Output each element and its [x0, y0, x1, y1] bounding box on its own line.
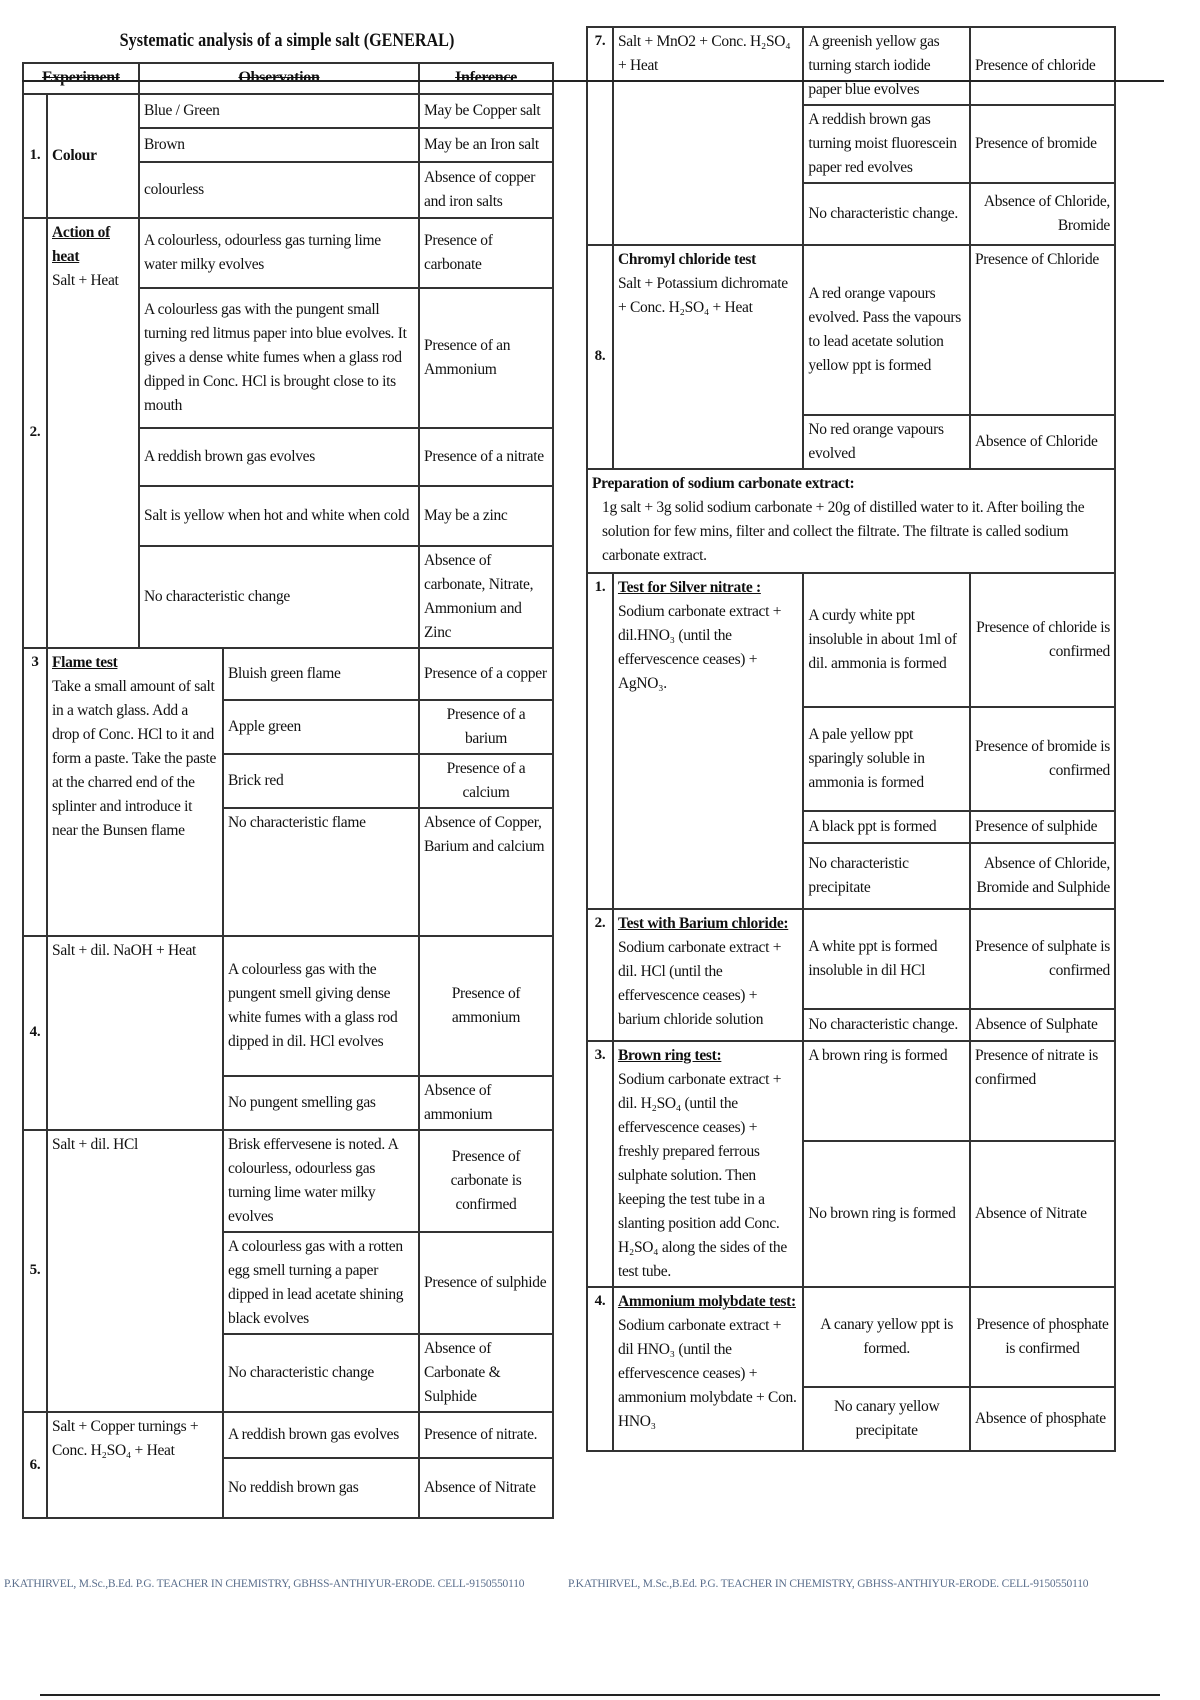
step-number: 2.: [23, 218, 47, 648]
observation-cell: No characteristic change.: [803, 183, 970, 245]
inference-cell: Absence of ammonium: [419, 1076, 553, 1130]
observation-cell: No canary yellow precipitate: [803, 1387, 970, 1451]
experiment-text: Sodium carbonate extract + dil. HCl (until the effervescence ceases) + barium chloride solution: [617, 939, 782, 1029]
step-number: 7.: [587, 27, 613, 245]
inference-cell: Presence of sulphide: [419, 1232, 553, 1334]
experiment-cell: [613, 245, 803, 469]
table-row: [587, 909, 1115, 1009]
experiment-cell: [613, 1041, 803, 1287]
experiment-text: Sodium carbonate extract + dil. H₂SO₄ (until the effervescence ceases) + freshly prepared ferrous sulphate solution. Then keeping the test tube in a slanting position add Conc. H₂SO₄ along the sides of the test tube.: [617, 1071, 787, 1281]
table-header-row: [23, 63, 553, 94]
step-number: 1.: [23, 94, 47, 218]
table-row: [23, 936, 553, 1076]
test-heading: Ammonium molybdate test:: [617, 1293, 796, 1311]
footer-credit-right: P.KATHIRVEL, M.Sc.,B.Ed. P.G. TEACHER IN CHEMISTRY, GBHSS-ANTHIYUR-ERODE. CELL-9150550110: [568, 1578, 1089, 1590]
observation-cell: A black ppt is formed: [803, 811, 970, 843]
inference-cell: Absence of copper and iron salts: [419, 162, 553, 218]
table-row: [587, 469, 1115, 573]
experiment-cell: [613, 573, 803, 909]
inference-cell: Presence of sulphate is confirmed: [970, 909, 1115, 1009]
left-panel: [22, 20, 552, 1519]
inference-cell: May be an Iron salt: [419, 128, 553, 162]
experiment-cell: [613, 909, 803, 1041]
table-row: [587, 27, 1115, 105]
step-number: 8.: [587, 245, 613, 469]
experiment-cell: Salt + dil. NaOH + Heat: [47, 936, 223, 1130]
inference-cell: Presence of carbonate: [419, 218, 553, 288]
observation-cell: A reddish brown gas evolves: [223, 1412, 419, 1458]
observation-cell: A colourless gas with the pungent smell giving dense white fumes with a glass rod dipped in dil. HCl evolves: [223, 936, 419, 1076]
inference-cell: Absence of Nitrate: [419, 1458, 553, 1518]
experiment-cell: Colour: [47, 94, 139, 218]
inference-cell: Presence of sulphide: [970, 811, 1115, 843]
table-row: [23, 1412, 553, 1458]
step-number: 4.: [587, 1287, 613, 1451]
step-number: 3.: [587, 1041, 613, 1287]
inference-cell: Presence of chloride: [970, 27, 1115, 105]
inference-cell: Absence of Nitrate: [970, 1141, 1115, 1287]
page-title: Systematic analysis of a simple salt (GENERAL): [119, 30, 455, 51]
observation-cell: A red orange vapours evolved. Pass the vapours to lead acetate solution yellow ppt is formed: [803, 245, 970, 415]
right-panel: [586, 26, 1116, 1452]
experiment-cell: Salt + Copper turnings + Conc. H₂SO₄ + Heat: [47, 1412, 223, 1518]
inference-cell: Presence of carbonate is confirmed: [419, 1130, 553, 1232]
test-heading: Chromyl chloride test: [617, 251, 757, 269]
inference-cell: Absence of Chloride: [970, 415, 1115, 469]
observation-cell: colourless: [139, 162, 419, 218]
inference-cell: Presence of a calcium: [419, 754, 553, 808]
observation-cell: A reddish brown gas evolves: [139, 428, 419, 486]
observation-cell: No characteristic precipitate: [803, 843, 970, 909]
observation-cell: A pale yellow ppt sparingly soluble in ammonia is formed: [803, 707, 970, 811]
step-number: 1.: [587, 573, 613, 909]
inference-cell: Absence of carbonate, Nitrate, Ammonium and Zinc: [419, 546, 553, 648]
observation-cell: A reddish brown gas turning moist fluorescein paper red evolves: [803, 105, 970, 183]
experiment-cell: Salt + dil. HCl: [47, 1130, 223, 1412]
experiment-text: Salt + Heat: [52, 271, 119, 289]
inference-cell: Presence of a nitrate: [419, 428, 553, 486]
experiment-text: Take a small amount of salt in a watch glass. Add a drop of Conc. HCl to it and form a paste. Take the paste at the charred end of the splinter and introduce it near the Bunsen flame: [52, 677, 217, 839]
observation-cell: Brisk effervesene is noted. A colourless, odourless gas turning lime water milky evolves: [223, 1130, 419, 1232]
test-heading: Action of heat: [52, 223, 110, 265]
observation-cell: No pungent smelling gas: [223, 1076, 419, 1130]
step-number: 2.: [587, 909, 613, 1041]
header-experiment: Experiment: [23, 63, 139, 94]
experiment-cell: [47, 648, 223, 936]
inference-cell: Absence of phosphate: [970, 1387, 1115, 1451]
observation-cell: Salt is yellow when hot and white when cold: [139, 486, 419, 546]
inference-cell: Presence of phosphate is confirmed: [970, 1287, 1115, 1387]
observation-cell: Brown: [139, 128, 419, 162]
table-row: [23, 1130, 553, 1232]
inference-cell: Absence of Chloride, Bromide and Sulphide: [970, 843, 1115, 909]
experiment-cell: [47, 218, 139, 648]
observation-cell: A colourless gas with the pungent small turning red litmus paper into blue evolves. It gives a dense white fumes when a glass rod dipped in Conc. HCl is brought close to its mouth: [139, 288, 419, 428]
table-row: [587, 245, 1115, 415]
analysis-table-right: [586, 26, 1116, 1452]
experiment-text: Sodium carbonate extract + dil HNO₃ (until the effervescence ceases) + ammonium molybdate + Con. HNO₃: [617, 1317, 797, 1431]
experiment-text: Salt + Potassium dichromate + Conc. H₂SO₄ + Heat: [617, 275, 788, 317]
table-row: [587, 573, 1115, 707]
step-number: 5.: [23, 1130, 47, 1412]
observation-cell: No characteristic flame: [223, 808, 419, 936]
experiment-cell: [613, 1287, 803, 1451]
inference-cell: Presence of ammonium: [419, 936, 553, 1076]
table-row: [23, 648, 553, 700]
table-row: [587, 1041, 1115, 1141]
inference-cell: May be a zinc: [419, 486, 553, 546]
observation-cell: Brick red: [223, 754, 419, 808]
footer-credit-left: P.KATHIRVEL, M.Sc.,B.Ed. P.G. TEACHER IN CHEMISTRY, GBHSS-ANTHIYUR-ERODE. CELL-9150550110: [4, 1578, 525, 1590]
inference-cell: Presence of bromide: [970, 105, 1115, 183]
extract-preparation: [587, 469, 1115, 573]
observation-cell: A brown ring is formed: [803, 1041, 970, 1141]
inference-cell: Presence of a barium: [419, 700, 553, 754]
table-row: [23, 218, 553, 288]
step-number: 3: [23, 648, 47, 936]
inference-cell: Presence of an Ammonium: [419, 288, 553, 428]
inference-cell: Absence of Carbonate & Sulphide: [419, 1334, 553, 1412]
inference-cell: Absence of Copper, Barium and calcium: [419, 808, 553, 936]
test-heading: Test with Barium chloride:: [617, 915, 789, 933]
header-strike-rule: [22, 80, 1164, 82]
experiment-text: Sodium carbonate extract + dil.HNO₃ (until the effervescence ceases) + AgNO₃.: [617, 603, 782, 693]
test-heading: Test for Silver nitrate :: [617, 579, 761, 597]
observation-cell: A canary yellow ppt is formed.: [803, 1287, 970, 1387]
observation-cell: No characteristic change: [139, 546, 419, 648]
inference-cell: Presence of nitrate is confirmed: [970, 1041, 1115, 1141]
observation-cell: A white ppt is formed insoluble in dil HCl: [803, 909, 970, 1009]
extract-heading: Preparation of sodium carbonate extract:: [592, 475, 855, 493]
observation-cell: Bluish green flame: [223, 648, 419, 700]
step-number: 4.: [23, 936, 47, 1130]
observation-cell: Blue / Green: [139, 94, 419, 128]
observation-cell: A greenish yellow gas turning starch iodide paper blue evolves: [803, 27, 970, 105]
observation-cell: A colourless, odourless gas turning lime water milky evolves: [139, 218, 419, 288]
inference-cell: Presence of a copper: [419, 648, 553, 700]
analysis-table-left: [22, 62, 554, 1519]
header-inference: Inference: [419, 63, 553, 94]
observation-cell: A curdy white ppt insoluble in about 1ml of dil. ammonia is formed: [803, 573, 970, 707]
experiment-cell: Salt + MnO2 + Conc. H₂SO₄ + Heat: [613, 27, 803, 245]
extract-text: 1g salt + 3g solid sodium carbonate + 20g of distilled water to it. After boiling the solution for few mins, filter and collect the filtrate. The filtrate is called sodium carbonate extract.: [602, 499, 1085, 565]
observation-cell: No characteristic change: [223, 1334, 419, 1412]
observation-cell: No reddish brown gas: [223, 1458, 419, 1518]
inference-cell: Absence of Sulphate: [970, 1009, 1115, 1041]
bottom-divider: [40, 1694, 1160, 1696]
step-number: 6.: [23, 1412, 47, 1518]
test-heading: Flame test: [52, 653, 118, 671]
header-observation: Observation: [139, 63, 419, 94]
test-heading: Brown ring test:: [617, 1047, 722, 1065]
inference-cell: Presence of nitrate.: [419, 1412, 553, 1458]
inference-cell: Presence of chloride is confirmed: [970, 573, 1115, 707]
inference-cell: Presence of Chloride: [970, 245, 1115, 415]
observation-cell: A colourless gas with a rotten egg smell turning a paper dipped in lead acetate shining black evolves: [223, 1232, 419, 1334]
inference-cell: Presence of bromide is confirmed: [970, 707, 1115, 811]
inference-cell: Absence of Chloride, Bromide: [970, 183, 1115, 245]
table-row: [23, 94, 553, 128]
observation-cell: No red orange vapours evolved: [803, 415, 970, 469]
table-row: [587, 1287, 1115, 1387]
inference-cell: May be Copper salt: [419, 94, 553, 128]
observation-cell: Apple green: [223, 700, 419, 754]
observation-cell: No characteristic change.: [803, 1009, 970, 1041]
observation-cell: No brown ring is formed: [803, 1141, 970, 1287]
